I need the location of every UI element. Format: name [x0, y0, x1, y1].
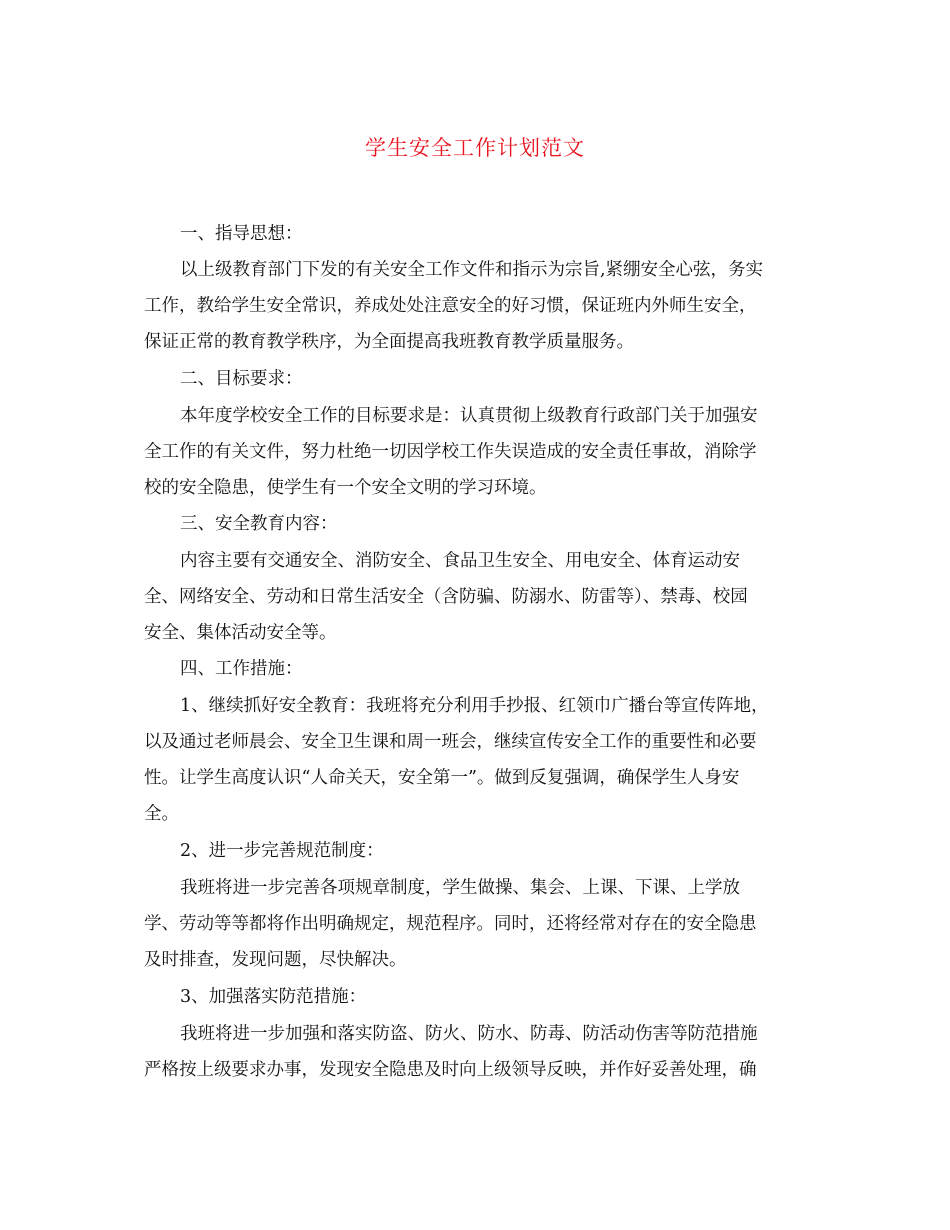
paragraph-line: 保证正常的教育教学秩序，为全面提高我班教育教学质量服务。 [144, 332, 634, 352]
heading-guiding-ideology: 一、指导思想： [180, 224, 303, 244]
paragraph-line: 全工作的有关文件，努力杜绝一切因学校工作失误造成的安全责任事故，消除学 [144, 442, 757, 462]
paragraph-line: 严格按上级要求办事，发现安全隐患及时向上级领导反映，并作好妥善处理，确 [144, 1060, 757, 1080]
paragraph-line: 安全、集体活动安全等。 [144, 623, 337, 643]
paragraph-line: 以及通过老师晨会、安全卫生课和周一班会，继续宣传安全工作的重要性和必要 [144, 732, 757, 752]
paragraph-line: 学、劳动等等都将作出明确规定，规范程序。同时，还将经常对存在的安全隐患 [144, 914, 757, 934]
paragraph-line: 我班将进一步完善各项规章制度，学生做操、集会、上课、下课、上学放 [180, 878, 740, 898]
paragraph-line: 本年度学校安全工作的目标要求是：认真贯彻上级教育行政部门关于加强安 [180, 406, 758, 426]
paragraph-line: 以上级教育部门下发的有关安全工作文件和指示为宗旨,紧绷安全心弦，务实 [180, 260, 764, 280]
subheading-prevention: 3、加强落实防范措施： [180, 987, 367, 1007]
heading-objectives: 二、目标要求： [180, 369, 303, 389]
subheading-regulations: 2、进一步完善规范制度： [180, 841, 384, 861]
heading-work-measures: 四、工作措施： [180, 659, 303, 679]
paragraph-line: 全。 [144, 804, 179, 824]
heading-education-content: 三、安全教育内容： [180, 514, 338, 534]
paragraph-line: 及时排查，发现问题，尽快解决。 [144, 950, 407, 970]
document-title: 学生安全工作计划范文 [365, 136, 585, 160]
paragraph-line: 性。让学生高度认识“人命关天，安全第一”。做到反复强调，确保学生人身安 [144, 768, 740, 788]
paragraph-line: 全、网络安全、劳动和日常生活安全（含防骗、防溺水、防雷等）、禁毒、校园 [144, 587, 748, 607]
paragraph-line: 内容主要有交通安全、消防安全、食品卫生安全、用电安全、体育运动安 [180, 551, 740, 571]
paragraph-line: 我班将进一步加强和落实防盗、防火、防水、防毒、防活动伤害等防范措施 [180, 1024, 758, 1044]
paragraph-line: 工作，教给学生安全常识，养成处处注意安全的好习惯，保证班内外师生安全， [144, 296, 757, 316]
paragraph-line: 校的安全隐患，使学生有一个安全文明的学习环境。 [144, 478, 547, 498]
paragraph-line: 1、继续抓好安全教育：我班将充分利用手抄报、红领巾广播台等宣传阵地， [180, 696, 769, 716]
